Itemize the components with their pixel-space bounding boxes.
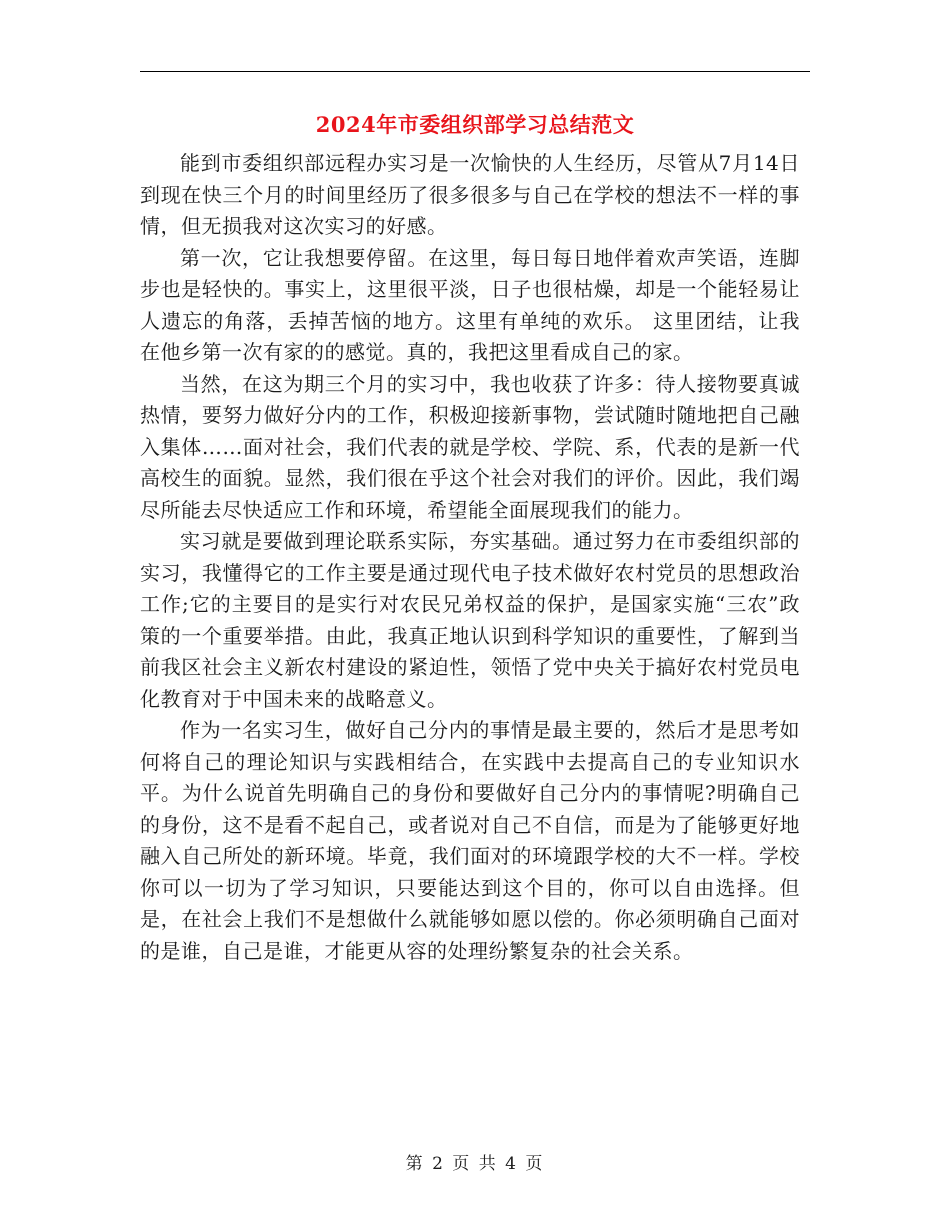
page-number-footer: 第 2 页 共 4 页 [405,1154,545,1174]
paragraph-2: 第一次，它让我想要停留。在这里，每日每日地伴着欢声笑语，连脚步也是轻快的。事实上，这里很平淡，日子也很枯燥，却是一个能轻易让人遗忘的角落，丢掉苦恼的地方。这里有单纯的欢乐。 这里团结，让我在他乡第一次有家的的感觉。真的，我把这里看成自己的家。 [140,245,800,364]
paragraph-4: 实习就是要做到理论联系实际，夯实基础。通过努力在市委组织部的实习，我懂得它的工作主要是通过现代电子技术做好农村党员的思想政治工作;它的主要目的是实行对农民兄弟权益的保护，是国家实施“三农”政策的一个重要举措。由此，我真正地认识到科学知识的重要性，了解到当前我区社会主义新农村建设的紧迫性，领悟了党中央关于搞好农村党员电化教育对于中国未来的战略意义。 [140,529,800,711]
header-rule [140,71,810,72]
document-title: 2024年市委组织部学习总结范文 [315,112,635,137]
document-body [140,148,800,967]
paragraph-5: 作为一名实习生，做好自己分内的事情是最主要的，然后才是思考如何将自己的理论知识与实践相结合，在实践中去提高自己的专业知识水平。为什么说首先明确自己的身份和要做好自己分内的事情呢?明确自己的身份，这不是看不起自己，或者说对自己不自信，而是为了能够更好地融入自己所处的新环境。毕竟，我们面对的环境跟学校的大不一样。学校你可以一切为了学习知识，只要能达到这个目的，你可以自由选择。但是，在社会上我们不是想做什么就能够如愿以偿的。你必须明确自己面对的是谁，自己是谁，才能更从容的处理纷繁复杂的社会关系。 [140,718,800,963]
paragraph-1: 能到市委组织部远程办实习是一次愉快的人生经历，尽管从7月14日到现在快三个月的时间里经历了很多很多与自己在学校的想法不一样的事情，但无损我对这次实习的好感。 [140,151,800,238]
paragraph-3: 当然，在这为期三个月的实习中，我也收获了许多：待人接物要真诚热情，要努力做好分内的工作，积极迎接新事物，尝试随时随地把自己融入集体……面对社会，我们代表的就是学校、学院、系，代表的是新一代高校生的面貌。显然，我们很在乎这个社会对我们的评价。因此，我们竭尽所能去尽快适应工作和环境，希望能全面展现我们的能力。 [140,371,800,522]
